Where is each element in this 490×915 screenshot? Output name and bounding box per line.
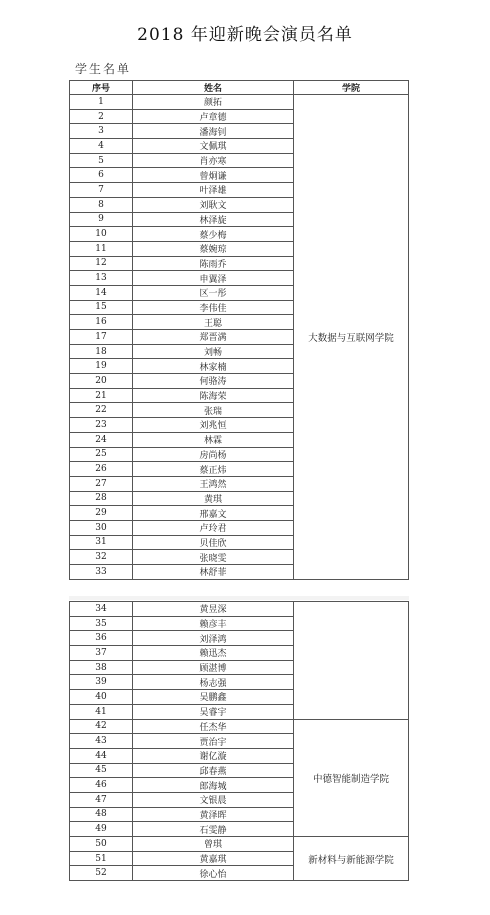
- student-no-cell: 38: [70, 660, 133, 675]
- student-no-cell: 9: [70, 212, 133, 227]
- student-no-cell: 2: [70, 109, 133, 124]
- student-name-cell: 蔡少梅: [133, 227, 294, 242]
- student-name-cell: 邱春燕: [133, 763, 294, 778]
- table-body-page-1: [70, 95, 409, 580]
- student-name-cell: 王鸿然: [133, 476, 294, 491]
- student-no-cell: 14: [70, 285, 133, 300]
- page-break: [69, 596, 409, 600]
- student-no-cell: 22: [70, 403, 133, 418]
- roster-table-page-1: [69, 80, 409, 580]
- student-no-cell: 26: [70, 462, 133, 477]
- student-name-cell: 申翼泽: [133, 271, 294, 286]
- college-cell: 中德智能制造学院: [294, 719, 409, 837]
- student-no-cell: 5: [70, 153, 133, 168]
- student-no-cell: 6: [70, 168, 133, 183]
- table-header-row: [70, 81, 409, 95]
- student-name-cell: 黄昱深: [133, 602, 294, 617]
- student-name-cell: 吴睿宇: [133, 704, 294, 719]
- student-no-cell: 19: [70, 359, 133, 374]
- student-no-cell: 13: [70, 271, 133, 286]
- table-row: [70, 719, 409, 734]
- student-no-cell: 24: [70, 432, 133, 447]
- student-no-cell: 49: [70, 822, 133, 837]
- student-name-cell: 叶泽雄: [133, 183, 294, 198]
- student-name-cell: 蔡正炜: [133, 462, 294, 477]
- student-name-cell: 顾湛博: [133, 660, 294, 675]
- student-no-cell: 18: [70, 344, 133, 359]
- student-name-cell: 何骆涛: [133, 374, 294, 389]
- student-name-cell: 赖迅杰: [133, 646, 294, 661]
- student-name-cell: 刘畅: [133, 344, 294, 359]
- college-cell-continued: [294, 602, 409, 720]
- student-no-cell: 1: [70, 95, 133, 110]
- header-college: 学院: [294, 81, 409, 95]
- student-no-cell: 52: [70, 866, 133, 881]
- college-cell: 新材料与新能源学院: [294, 837, 409, 881]
- student-name-cell: 张瑞: [133, 403, 294, 418]
- student-no-cell: 33: [70, 565, 133, 580]
- student-no-cell: 27: [70, 476, 133, 491]
- student-name-cell: 刘泽鸿: [133, 631, 294, 646]
- student-no-cell: 40: [70, 690, 133, 705]
- student-name-cell: 贝佳欣: [133, 535, 294, 550]
- student-no-cell: 30: [70, 520, 133, 535]
- student-name-cell: 文佩琪: [133, 139, 294, 154]
- header-name: 姓名: [133, 81, 294, 95]
- student-name-cell: 肖亦寒: [133, 153, 294, 168]
- table-row: [70, 837, 409, 852]
- student-name-cell: 吴鹏鑫: [133, 690, 294, 705]
- student-no-cell: 17: [70, 330, 133, 345]
- student-name-cell: 房尚杨: [133, 447, 294, 462]
- student-no-cell: 35: [70, 616, 133, 631]
- student-name-cell: 陈雨乔: [133, 256, 294, 271]
- student-name-cell: 文银晨: [133, 792, 294, 807]
- student-name-cell: 曾琪: [133, 837, 294, 852]
- student-name-cell: 曾炯谦: [133, 168, 294, 183]
- student-name-cell: 黄嘉琪: [133, 851, 294, 866]
- student-no-cell: 36: [70, 631, 133, 646]
- student-name-cell: 区一彤: [133, 285, 294, 300]
- student-name-cell: 卢章德: [133, 109, 294, 124]
- student-name-cell: 郑晋满: [133, 330, 294, 345]
- college-cell: 大数据与互联网学院: [294, 95, 409, 580]
- student-no-cell: 15: [70, 300, 133, 315]
- roster-table-page-2: [69, 601, 409, 881]
- student-no-cell: 46: [70, 778, 133, 793]
- student-no-cell: 43: [70, 734, 133, 749]
- student-no-cell: 16: [70, 315, 133, 330]
- student-no-cell: 12: [70, 256, 133, 271]
- student-no-cell: 25: [70, 447, 133, 462]
- student-name-cell: 刘兆恒: [133, 418, 294, 433]
- student-name-cell: 邢嘉文: [133, 506, 294, 521]
- student-no-cell: 42: [70, 719, 133, 734]
- student-no-cell: 39: [70, 675, 133, 690]
- student-no-cell: 29: [70, 506, 133, 521]
- student-name-cell: 林霖: [133, 432, 294, 447]
- student-no-cell: 45: [70, 763, 133, 778]
- header-no: 序号: [70, 81, 133, 95]
- student-no-cell: 7: [70, 183, 133, 198]
- student-no-cell: 3: [70, 124, 133, 139]
- student-name-cell: 张晓雯: [133, 550, 294, 565]
- student-name-cell: 黄泽晖: [133, 807, 294, 822]
- table-body-page-2: [70, 602, 409, 881]
- student-name-cell: 石雯静: [133, 822, 294, 837]
- section-subtitle: 学生名单: [75, 62, 132, 76]
- student-name-cell: 徐心怡: [133, 866, 294, 881]
- student-no-cell: 28: [70, 491, 133, 506]
- student-name-cell: 黄琪: [133, 491, 294, 506]
- page-title: 2018 年迎新晚会演员名单: [137, 25, 353, 45]
- student-name-cell: 任杰华: [133, 719, 294, 734]
- table-row: [70, 95, 409, 110]
- student-name-cell: 林泽旋: [133, 212, 294, 227]
- student-name-cell: 陈海荣: [133, 388, 294, 403]
- student-no-cell: 50: [70, 837, 133, 852]
- student-no-cell: 31: [70, 535, 133, 550]
- student-no-cell: 32: [70, 550, 133, 565]
- student-no-cell: 41: [70, 704, 133, 719]
- student-no-cell: 37: [70, 646, 133, 661]
- student-name-cell: 杨志强: [133, 675, 294, 690]
- student-name-cell: 王聪: [133, 315, 294, 330]
- table-row: [70, 602, 409, 617]
- student-no-cell: 23: [70, 418, 133, 433]
- student-name-cell: 卢玲君: [133, 520, 294, 535]
- student-name-cell: 谢亿漩: [133, 748, 294, 763]
- student-no-cell: 51: [70, 851, 133, 866]
- student-no-cell: 4: [70, 139, 133, 154]
- student-no-cell: 48: [70, 807, 133, 822]
- student-name-cell: 李伟佳: [133, 300, 294, 315]
- student-no-cell: 20: [70, 374, 133, 389]
- student-name-cell: 蔡婉琼: [133, 241, 294, 256]
- student-no-cell: 21: [70, 388, 133, 403]
- student-name-cell: 刘耿文: [133, 197, 294, 212]
- student-name-cell: 贾治宇: [133, 734, 294, 749]
- student-name-cell: 赖彦丰: [133, 616, 294, 631]
- student-name-cell: 颜拓: [133, 95, 294, 110]
- student-no-cell: 8: [70, 197, 133, 212]
- student-no-cell: 47: [70, 792, 133, 807]
- student-no-cell: 11: [70, 241, 133, 256]
- student-name-cell: 林家楠: [133, 359, 294, 374]
- student-name-cell: 潘海钊: [133, 124, 294, 139]
- student-no-cell: 34: [70, 602, 133, 617]
- student-no-cell: 10: [70, 227, 133, 242]
- student-no-cell: 44: [70, 748, 133, 763]
- student-name-cell: 郎海城: [133, 778, 294, 793]
- student-name-cell: 林舒菲: [133, 565, 294, 580]
